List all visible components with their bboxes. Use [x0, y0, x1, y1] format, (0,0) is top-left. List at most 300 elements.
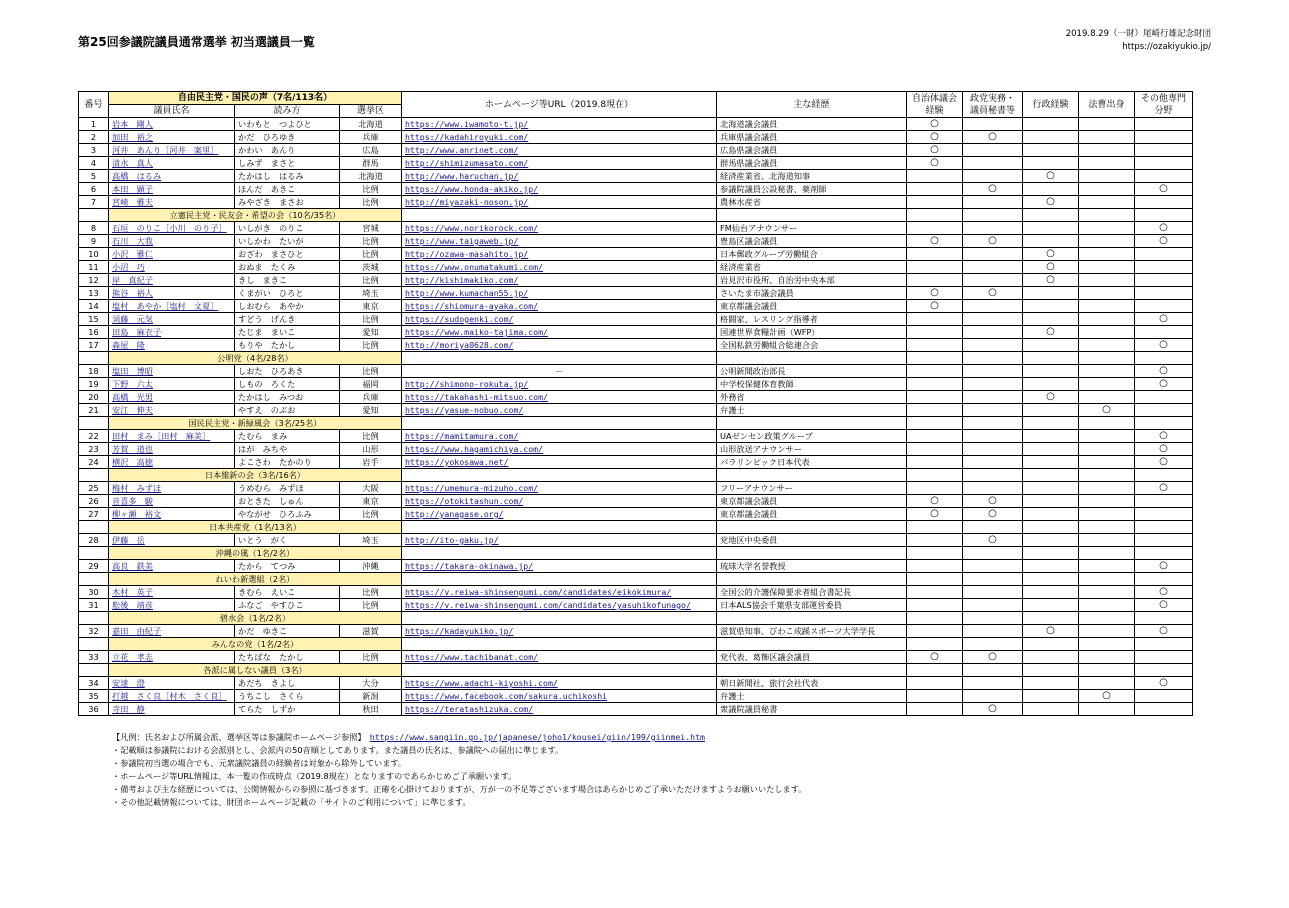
member-career: 東京都議会議員: [717, 508, 907, 521]
experience-mark: [1023, 131, 1079, 144]
member-career: 公明新聞政治部長: [717, 365, 907, 378]
member-name[interactable]: 芳賀 道也: [109, 443, 235, 456]
party-row-num-cell: [79, 547, 109, 560]
experience-mark: [1023, 365, 1079, 378]
member-url[interactable]: https://sudogenki.com/: [402, 313, 717, 326]
member-district: 宮城: [340, 222, 402, 235]
member-url[interactable]: https://v.reiwa-shinsengumi.com/candidates/eikokimura/: [402, 586, 717, 599]
experience-mark: [1135, 287, 1193, 300]
member-url[interactable]: http://www.taigaweb.jp/: [402, 235, 717, 248]
member-number: 28: [79, 534, 109, 547]
member-url[interactable]: https://teratashizuka.com/: [402, 703, 717, 716]
table-row: [79, 326, 1193, 339]
member-district: 比例: [340, 651, 402, 664]
member-number: 26: [79, 495, 109, 508]
member-yomi: みやざき まさお: [235, 196, 340, 209]
party-label: 公明党（4名/28名）: [109, 352, 402, 365]
party-label: 沖縄の風（1名/2名）: [109, 547, 402, 560]
party-row: [79, 469, 1193, 482]
table-row: [79, 677, 1193, 690]
member-district: 比例: [340, 599, 402, 612]
member-name[interactable]: 舩後 靖彦: [109, 599, 235, 612]
experience-mark: [1135, 404, 1193, 417]
member-number: 29: [79, 560, 109, 573]
member-url[interactable]: https://www.tachibanat.com/: [402, 651, 717, 664]
experience-mark: [1079, 703, 1135, 716]
member-url[interactable]: https://www.iwamoto-t.jp/: [402, 118, 717, 131]
member-name[interactable]: 安江 伸夫: [109, 404, 235, 417]
member-career: 党代表、葛飾区議会議員: [717, 651, 907, 664]
member-career: 岩見沢市役所、自治労中央本部: [717, 274, 907, 287]
table-row: [79, 287, 1193, 300]
experience-mark: [963, 170, 1023, 183]
experience-mark: [1079, 560, 1135, 573]
member-name[interactable]: 小沼 巧: [109, 261, 235, 274]
member-career: 外務省: [717, 391, 907, 404]
experience-mark: [1079, 365, 1135, 378]
member-name[interactable]: 高橋 光男: [109, 391, 235, 404]
experience-mark: ○: [1023, 625, 1079, 638]
member-name[interactable]: 田村 まみ［田村 麻美］: [109, 430, 235, 443]
experience-mark: [1023, 508, 1079, 521]
member-name[interactable]: 清水 真人: [109, 157, 235, 170]
experience-mark: [963, 222, 1023, 235]
member-district: 愛知: [340, 326, 402, 339]
party-row-num-cell: [79, 521, 109, 534]
member-name[interactable]: 岸 真紀子: [109, 274, 235, 287]
experience-mark: [1023, 560, 1079, 573]
party-label: 国民民主党・新緑風会（3名/25名）: [109, 417, 402, 430]
experience-mark: [963, 560, 1023, 573]
member-url[interactable]: https://www.adachi-kiyoshi.com/: [402, 677, 717, 690]
member-url[interactable]: http://shimizumasato.com/: [402, 157, 717, 170]
member-name[interactable]: 加田 裕之: [109, 131, 235, 144]
member-name[interactable]: 須藤 元気: [109, 313, 235, 326]
member-url[interactable]: https://www.maiko-tajima.com/: [402, 326, 717, 339]
party-row-num-cell: [79, 469, 109, 482]
member-district: 山形: [340, 443, 402, 456]
experience-mark: [1135, 703, 1193, 716]
member-url[interactable]: https://takahashi-mitsuo.com/: [402, 391, 717, 404]
experience-mark: ○: [1023, 196, 1079, 209]
member-yomi: うめむら みずほ: [235, 482, 340, 495]
col-num-header: 番号: [79, 92, 109, 118]
experience-mark: [1135, 326, 1193, 339]
table-row: [79, 508, 1193, 521]
experience-mark: [1079, 599, 1135, 612]
member-name[interactable]: 嘉田 由紀子: [109, 625, 235, 638]
member-career: 格闘家、レスリング指導者: [717, 313, 907, 326]
member-url[interactable]: https://www.hagamichiya.com/: [402, 443, 717, 456]
table-row: [79, 222, 1193, 235]
member-yomi: たむら まみ: [235, 430, 340, 443]
member-district: 兵庫: [340, 391, 402, 404]
table-row: [79, 157, 1193, 170]
member-number: 20: [79, 391, 109, 404]
member-district: 広島: [340, 144, 402, 157]
experience-mark: [907, 391, 963, 404]
member-url[interactable]: https://umemura-mizuho.com/: [402, 482, 717, 495]
member-number: 23: [79, 443, 109, 456]
member-number: 13: [79, 287, 109, 300]
member-name[interactable]: 寺田 静: [109, 703, 235, 716]
member-number: 16: [79, 326, 109, 339]
member-name[interactable]: 立花 孝志: [109, 651, 235, 664]
experience-mark: ○: [1135, 560, 1193, 573]
member-number: 34: [79, 677, 109, 690]
member-number: 17: [79, 339, 109, 352]
member-district: 大阪: [340, 482, 402, 495]
member-career: UAゼンセン政策グループ: [717, 430, 907, 443]
experience-mark: [1079, 157, 1135, 170]
experience-mark: [1023, 339, 1079, 352]
member-career: 弁護士: [717, 404, 907, 417]
table-row: [79, 144, 1193, 157]
party-row-num-cell: [79, 664, 109, 677]
experience-mark: [907, 339, 963, 352]
experience-mark: [1023, 443, 1079, 456]
experience-mark: ○: [1023, 274, 1079, 287]
experience-mark: [963, 248, 1023, 261]
member-yomi: いしかわ たいが: [235, 235, 340, 248]
experience-mark: [963, 144, 1023, 157]
col-career-header: 主な経歴: [717, 92, 907, 118]
experience-mark: [963, 339, 1023, 352]
col-legal-header: 法曹出身: [1079, 92, 1135, 118]
experience-mark: [907, 196, 963, 209]
member-number: 33: [79, 651, 109, 664]
member-name[interactable]: 梅村 みずほ: [109, 482, 235, 495]
member-yomi: おときた しゅん: [235, 495, 340, 508]
member-url[interactable]: https://www.honda-akiko.jp/: [402, 183, 717, 196]
experience-mark: ○: [1023, 326, 1079, 339]
experience-mark: [963, 365, 1023, 378]
experience-mark: [907, 274, 963, 287]
member-yomi: うちこし さくら: [235, 690, 340, 703]
party-label: れいわ新選組（2名）: [109, 573, 402, 586]
member-name[interactable]: 高橋 はるみ: [109, 170, 235, 183]
experience-mark: ○: [1079, 404, 1135, 417]
member-district: 東京: [340, 300, 402, 313]
experience-mark: ○: [963, 287, 1023, 300]
experience-mark: [1023, 430, 1079, 443]
member-career: フリーアナウンサー: [717, 482, 907, 495]
member-career: 東京都議会議員: [717, 300, 907, 313]
member-url[interactable]: http://yanagase.org/: [402, 508, 717, 521]
experience-mark: [1023, 677, 1079, 690]
experience-mark: [963, 300, 1023, 313]
party-label: 日本共産党（1名/13名）: [109, 521, 402, 534]
member-district: 新潟: [340, 690, 402, 703]
experience-mark: [1023, 235, 1079, 248]
experience-mark: [963, 677, 1023, 690]
member-name[interactable]: 下野 六太: [109, 378, 235, 391]
publisher-url[interactable]: https://ozakiyukio.jp/: [1122, 42, 1211, 52]
member-url[interactable]: https://shiomura-ayaka.com/: [402, 300, 717, 313]
party-row: [79, 352, 1193, 365]
member-name[interactable]: 横沢 高徳: [109, 456, 235, 469]
member-name[interactable]: 音喜多 駿: [109, 495, 235, 508]
member-url[interactable]: http://www.kumachan55.jp/: [402, 287, 717, 300]
experience-mark: [1079, 326, 1135, 339]
experience-mark: [907, 534, 963, 547]
member-district: 比例: [340, 313, 402, 326]
member-name[interactable]: 河井 あんり［河井 案里］: [109, 144, 235, 157]
experience-mark: ○: [1135, 456, 1193, 469]
member-yomi: はが みちや: [235, 443, 340, 456]
table-row: [79, 625, 1193, 638]
member-career: 参議院議員公設秘書、薬剤師: [717, 183, 907, 196]
experience-mark: [1079, 443, 1135, 456]
experience-mark: ○: [907, 157, 963, 170]
member-url[interactable]: https://yokosawa.net/: [402, 456, 717, 469]
member-name[interactable]: 柳ヶ瀬 裕文: [109, 508, 235, 521]
experience-mark: ○: [1023, 248, 1079, 261]
experience-mark: ○: [907, 287, 963, 300]
experience-mark: [1079, 534, 1135, 547]
legend-url[interactable]: https://www.sangiin.go.jp/japanese/joho1/kousei/giin/199/giinmei.htm: [369, 732, 705, 742]
member-name[interactable]: 高良 鉄美: [109, 560, 235, 573]
member-career: 滋賀県知事、びわこ成蹊スポーツ大学学長: [717, 625, 907, 638]
members-table-body: [79, 118, 1193, 716]
experience-mark: [1023, 703, 1079, 716]
member-url[interactable]: https://mamitamura.com/: [402, 430, 717, 443]
party-label: 碧水会（1名/2名）: [109, 612, 402, 625]
experience-mark: [1079, 586, 1135, 599]
member-url[interactable]: －: [402, 365, 717, 378]
member-yomi: たから てつみ: [235, 560, 340, 573]
experience-mark: [1079, 300, 1135, 313]
member-url[interactable]: http://moriya0628.com/: [402, 339, 717, 352]
experience-mark: [1023, 144, 1079, 157]
member-yomi: きし まきこ: [235, 274, 340, 287]
experience-mark: [963, 456, 1023, 469]
member-number: 15: [79, 313, 109, 326]
experience-mark: [1079, 378, 1135, 391]
member-url[interactable]: http://ozawa-masahito.jp/: [402, 248, 717, 261]
experience-mark: [1135, 144, 1193, 157]
col-url-header: ホームページ等URL（2019.8現在）: [402, 92, 717, 118]
member-district: 沖縄: [340, 560, 402, 573]
party-row: [79, 664, 1193, 677]
note-line: ・記載順は参議院における会派別とし、会派内の50音順としてあります。また議員の氏名は、参議院への届出に準じます。: [112, 745, 564, 755]
member-url[interactable]: https://www.norikorock.com/: [402, 222, 717, 235]
member-yomi: あだち きよし: [235, 677, 340, 690]
member-name[interactable]: 石川 大我: [109, 235, 235, 248]
table-row: [79, 456, 1193, 469]
member-district: 北海道: [340, 170, 402, 183]
experience-mark: [963, 586, 1023, 599]
member-url[interactable]: https://takara-okinawa.jp/: [402, 560, 717, 573]
table-row: [79, 703, 1193, 716]
experience-mark: [1079, 248, 1135, 261]
member-url[interactable]: http://www.haruchan.jp/: [402, 170, 717, 183]
member-name[interactable]: 伊藤 岳: [109, 534, 235, 547]
experience-mark: [963, 378, 1023, 391]
member-url[interactable]: https://kadahiroyuki.com/: [402, 131, 717, 144]
experience-mark: [1135, 508, 1193, 521]
col-local-assembly-header: 自治体議会経験: [907, 92, 963, 118]
experience-mark: [907, 313, 963, 326]
member-name[interactable]: 安達 澄: [109, 677, 235, 690]
member-district: 群馬: [340, 157, 402, 170]
member-yomi: よこさわ たかのり: [235, 456, 340, 469]
member-name[interactable]: 打越 さく良［村木 さく良］: [109, 690, 235, 703]
member-name[interactable]: 塩田 博昭: [109, 365, 235, 378]
table-row: [79, 235, 1193, 248]
member-number: 35: [79, 690, 109, 703]
member-url[interactable]: http://miyazaki-noson.jp/: [402, 196, 717, 209]
table-row: [79, 261, 1193, 274]
member-yomi: おざわ まさひと: [235, 248, 340, 261]
member-yomi: ほんだ あきこ: [235, 183, 340, 196]
party-row-num-cell: [79, 638, 109, 651]
experience-mark: [1023, 118, 1079, 131]
member-number: 1: [79, 118, 109, 131]
experience-mark: [1079, 222, 1135, 235]
party-row-num-cell: [79, 417, 109, 430]
member-url[interactable]: https://otokitashun.com/: [402, 495, 717, 508]
member-career: 日本ALS協会千葉県支部運営委員: [717, 599, 907, 612]
table-row: [79, 339, 1193, 352]
experience-mark: ○: [907, 300, 963, 313]
member-name[interactable]: 小沢 雅仁: [109, 248, 235, 261]
member-district: 秋田: [340, 703, 402, 716]
experience-mark: [1023, 300, 1079, 313]
col-administration-header: 行政経験: [1023, 92, 1079, 118]
member-yomi: しおむら あやか: [235, 300, 340, 313]
member-district: 比例: [340, 339, 402, 352]
experience-mark: [963, 313, 1023, 326]
party-row: [79, 521, 1193, 534]
experience-mark: [1135, 248, 1193, 261]
member-number: 4: [79, 157, 109, 170]
experience-mark: ○: [1135, 313, 1193, 326]
table-row: [79, 495, 1193, 508]
member-name[interactable]: 熊谷 裕人: [109, 287, 235, 300]
member-url[interactable]: https://www.onumatakumi.com/: [402, 261, 717, 274]
member-url[interactable]: https://kadayukiko.jp/: [402, 625, 717, 638]
member-number: 8: [79, 222, 109, 235]
member-number: 2: [79, 131, 109, 144]
experience-mark: [1135, 391, 1193, 404]
member-yomi: いとう がく: [235, 534, 340, 547]
experience-mark: [907, 690, 963, 703]
experience-mark: [1079, 482, 1135, 495]
member-url[interactable]: http://ito-gaku.jp/: [402, 534, 717, 547]
member-career: 弁護士: [717, 690, 907, 703]
member-name[interactable]: 本田 顕子: [109, 183, 235, 196]
table-row: [79, 378, 1193, 391]
experience-mark: [907, 456, 963, 469]
experience-mark: [1079, 235, 1135, 248]
member-url[interactable]: http://www.anrinet.com/: [402, 144, 717, 157]
member-yomi: すどう げんき: [235, 313, 340, 326]
table-row: [79, 274, 1193, 287]
member-yomi: しおた ひろあき: [235, 365, 340, 378]
experience-mark: [1079, 170, 1135, 183]
experience-mark: [907, 703, 963, 716]
member-district: 北海道: [340, 118, 402, 131]
party-label: 各派に属しない議員（3名）: [109, 664, 402, 677]
member-number: 11: [79, 261, 109, 274]
member-yomi: やすえ のぶお: [235, 404, 340, 417]
experience-mark: [963, 443, 1023, 456]
experience-mark: [963, 404, 1023, 417]
publisher-meta: [1066, 28, 1211, 54]
member-yomi: かだ ゆきこ: [235, 625, 340, 638]
col-yomi-header: 読み方: [235, 105, 340, 118]
party-label: 立憲民主党・民友会・希望の会（10名/35名）: [109, 209, 402, 222]
experience-mark: ○: [963, 131, 1023, 144]
experience-mark: [963, 326, 1023, 339]
member-name[interactable]: 木村 英子: [109, 586, 235, 599]
member-number: 3: [79, 144, 109, 157]
table-row: [79, 196, 1193, 209]
member-url[interactable]: https://v.reiwa-shinsengumi.com/candidates/yasuhikofunago/: [402, 599, 717, 612]
member-url[interactable]: http://kishimakiko.com/: [402, 274, 717, 287]
member-name[interactable]: 宮崎 雅夫: [109, 196, 235, 209]
member-career: 北海道議会議員: [717, 118, 907, 131]
member-url[interactable]: https://www.facebook.com/sakura.uchikoshi: [402, 690, 717, 703]
member-career: 経済産業省、北海道知事: [717, 170, 907, 183]
member-number: 21: [79, 404, 109, 417]
experience-mark: [1135, 157, 1193, 170]
member-number: 30: [79, 586, 109, 599]
member-name[interactable]: 塩村 あやか［塩村 文夏］: [109, 300, 235, 313]
member-career: 山形放送アナウンサー: [717, 443, 907, 456]
member-url[interactable]: https://yasue-nobuo.com/: [402, 404, 717, 417]
experience-mark: [907, 222, 963, 235]
experience-mark: [1135, 690, 1193, 703]
member-name[interactable]: 森屋 隆: [109, 339, 235, 352]
member-name[interactable]: 田島 麻衣子: [109, 326, 235, 339]
member-number: 32: [79, 625, 109, 638]
experience-mark: ○: [1135, 586, 1193, 599]
experience-mark: [963, 690, 1023, 703]
member-district: 比例: [340, 430, 402, 443]
page-title: 第25回参議院議員通常選挙 初当選議員一覧: [78, 35, 315, 49]
experience-mark: ○: [1135, 430, 1193, 443]
member-number: 5: [79, 170, 109, 183]
member-yomi: やながせ ひろふみ: [235, 508, 340, 521]
member-career: FM仙台アナウンサー: [717, 222, 907, 235]
member-name[interactable]: 石垣 のりこ［小川 のり子］: [109, 222, 235, 235]
experience-mark: ○: [1135, 183, 1193, 196]
experience-mark: [1079, 625, 1135, 638]
experience-mark: [1079, 274, 1135, 287]
table-row: [79, 131, 1193, 144]
experience-mark: ○: [1023, 391, 1079, 404]
experience-mark: [963, 391, 1023, 404]
member-name[interactable]: 岩本 剛人: [109, 118, 235, 131]
party-row: [79, 547, 1193, 560]
table-row: [79, 313, 1193, 326]
experience-mark: [1023, 482, 1079, 495]
experience-mark: ○: [1135, 235, 1193, 248]
party-label: 日本維新の会（3名/16名）: [109, 469, 402, 482]
member-number: 7: [79, 196, 109, 209]
experience-mark: [1135, 118, 1193, 131]
col-other-header: その他専門分野: [1135, 92, 1193, 118]
member-number: 9: [79, 235, 109, 248]
member-url[interactable]: http://shimono-rokuta.jp/: [402, 378, 717, 391]
experience-mark: ○: [1135, 677, 1193, 690]
experience-mark: [1135, 170, 1193, 183]
experience-mark: [1023, 651, 1079, 664]
experience-mark: [907, 560, 963, 573]
party-row-num-cell: [79, 573, 109, 586]
